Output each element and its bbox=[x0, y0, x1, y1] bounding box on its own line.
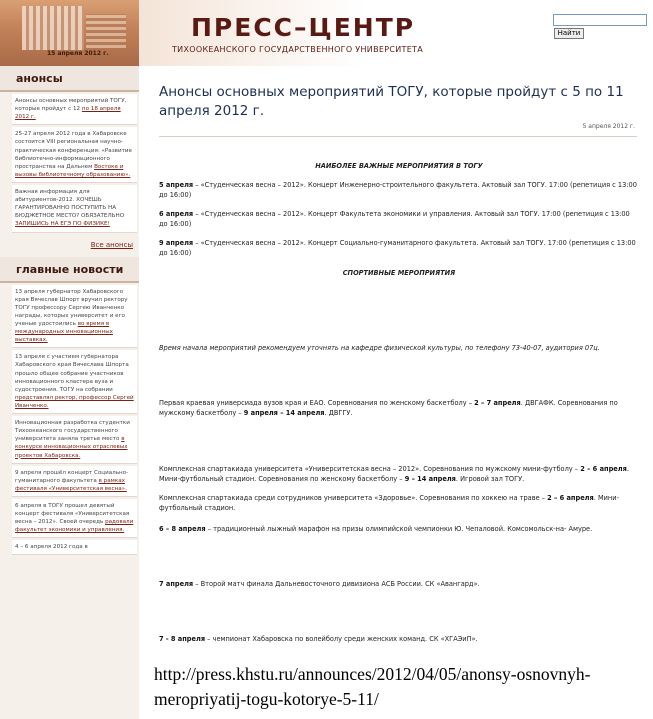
sport-text: . Игровой зал ТОГУ. bbox=[455, 475, 525, 483]
news-link[interactable]: представлял ректор, профессор Сергей Иванченко. bbox=[15, 394, 134, 409]
announce-item bbox=[12, 94, 137, 125]
sport-item bbox=[159, 579, 639, 589]
sport-text: – традиционный лыжный марафон на призы олимпийской чемпионки Ю. Чепаловой. Комсомольск-на- Амуре. bbox=[205, 525, 593, 533]
event-item bbox=[159, 209, 639, 229]
event-date: 9 апреля bbox=[159, 239, 194, 247]
news-link[interactable]: в конкурсе инновационных отраслевых проектов Хабаровска. bbox=[15, 436, 128, 459]
news-item bbox=[12, 540, 137, 555]
news-text: 4 – 6 апреля 2012 года в bbox=[15, 544, 88, 551]
announce-link[interactable]: по 18 апреля 2012 г. bbox=[15, 106, 121, 121]
announce-item bbox=[12, 127, 137, 183]
sport-date: 6 – 8 апреля bbox=[159, 525, 206, 533]
article-date: 5 апреля 2012 г. bbox=[582, 123, 635, 130]
header-date: 15 апреля 2012 г. bbox=[47, 50, 109, 57]
news-item bbox=[12, 466, 137, 497]
sport-item bbox=[159, 398, 639, 418]
news-text: 6 апреля в ТОГУ прошел девятый концерт фестиваля «Университетская весна – 2012». Своей очередь bbox=[15, 502, 130, 526]
site-title[interactable]: ПРЕСС–ЦЕНТР bbox=[191, 13, 416, 42]
sport-text: . Мини-футбольный стадион. Соревнования по женскому баскетболу – bbox=[159, 465, 629, 483]
search-input[interactable] bbox=[553, 14, 647, 26]
main-content bbox=[139, 66, 653, 719]
event-text: – «Студенческая весна – 2012». Концерт Факультета экономики и управления. Актовый зал ТОГУ. 17:00 (репетиция с 13:00 до 16:00) bbox=[159, 210, 630, 228]
sidebar bbox=[0, 66, 139, 719]
news-link[interactable]: в рамках фестиваля «Университетская весна». bbox=[15, 477, 127, 492]
building-image bbox=[22, 6, 84, 50]
sport-date: 9 апреля – 14 апреля bbox=[243, 409, 325, 417]
source-url-caption: http://press.khstu.ru/announces/2012/04/05/anonsy-osnovnyh-meropriyatij-togu-kotorye-5-11/ bbox=[139, 662, 653, 712]
sport-text: . ДВГГУ. bbox=[324, 409, 353, 417]
sport-text: Комплексная спартакиада среди сотрудников университета «Здоровье». Соревнования по хоккею на траве – bbox=[159, 494, 548, 502]
announce-item bbox=[12, 185, 137, 233]
divider bbox=[159, 136, 637, 137]
news-text: 13 апреля с участием губернатора Хабаровского края Вячеслава Шпорта прошло общее собрание участников инновационного кластера вуза и судостроения. ТОГУ на собрании bbox=[15, 354, 129, 393]
section-heading-sport: СПОРТИВНЫЕ МЕРОПРИЯТИЯ bbox=[342, 269, 456, 277]
news-item bbox=[12, 499, 137, 538]
news-text: 9 апреля прошёл концерт Социально-гуманитарного факультета bbox=[15, 469, 129, 484]
news-link[interactable]: радовали факультет экономики и управления. bbox=[15, 519, 134, 534]
announce-link[interactable]: ЗАПИШИСЬ НА ЕГЭ ПО ФИЗИКЕ! bbox=[15, 221, 110, 228]
sport-text: – чемпионат Хабаровска по волейболу среди женских команд. СК «ХГАЭиП». bbox=[205, 635, 478, 643]
sport-text: Первая краевая универсиада вузов края и ЕАО. Соревнования по женскому баскетболу – bbox=[159, 399, 475, 407]
all-announces-link[interactable]: Все анонсы bbox=[90, 240, 133, 249]
sport-date: 9 – 14 апреля bbox=[404, 475, 456, 483]
search-button[interactable]: Найти bbox=[554, 28, 584, 39]
news-text: Инновационная разработка студентки Тихоокеанского государственного университета заняла третье место bbox=[15, 420, 130, 443]
sport-date: 2 – 6 апреля bbox=[547, 494, 594, 502]
page-title: Анонсы основных мероприятий ТОГУ, которые пройдут с 5 по 11 апреля 2012 г. bbox=[159, 84, 624, 119]
event-date: 6 апреля bbox=[159, 210, 194, 218]
sport-date: 2 – 7 апреля bbox=[474, 399, 521, 407]
site-subtitle: ТИХООКЕАНСКОГО ГОСУДАРСТВЕННОГО УНИВЕРСИТЕТА bbox=[172, 45, 424, 54]
news-item bbox=[12, 416, 137, 464]
sport-item bbox=[159, 524, 639, 534]
event-item bbox=[159, 180, 639, 200]
section-heading-important: НАИБОЛЕЕ ВАЖНЫЕ МЕРОПРИЯТИЯ В ТОГУ bbox=[315, 162, 483, 170]
sport-text: . ДВГАФК. Соревнования по мужскому баскетболу – bbox=[159, 399, 618, 417]
sport-date: 2 – 6 апреля bbox=[580, 465, 627, 473]
sport-text: – Второй матч финала Дальневосточного дивизиона АСБ России. СК «Авангард». bbox=[193, 580, 480, 588]
announce-link[interactable]: Востоке и вызовы библиотечному образованию». bbox=[15, 163, 131, 178]
sport-date: 7 апреля bbox=[159, 580, 194, 588]
event-date: 5 апреля bbox=[159, 181, 194, 189]
sport-item bbox=[159, 464, 639, 484]
announce-text: Анонсы основных мероприятий ТОГУ, которые пройдут с 12 bbox=[15, 98, 127, 113]
sport-text: Комплексная спартакиада университета «Университетская весна – 2012». Соревнования по мужскому мини-футболу – bbox=[159, 465, 581, 473]
news-item bbox=[12, 350, 137, 414]
building-image-secondary bbox=[86, 14, 126, 48]
sport-text: . Мини-футбольный стадион. bbox=[159, 494, 619, 512]
announces-heading: анонсы bbox=[0, 66, 139, 92]
event-item bbox=[159, 238, 639, 258]
news-text: 13 апреля губернатор Хабаровского края Вячеслав Шпорт вручил ректору ТОГУ профессору Сергею Иванченко награды, которых университет и его ученые удостоились bbox=[15, 288, 128, 327]
news-heading: главные новости bbox=[0, 257, 139, 283]
announce-text: 25-27 апреля 2012 года в Хабаровске состоится VIII региональная научно-практическая конференция: «Развитие библиотечно-информационного пространства на Дальнем bbox=[15, 131, 132, 170]
news-item bbox=[12, 285, 137, 349]
news-link[interactable]: во время в международных инновационных выставках. bbox=[15, 320, 113, 344]
event-text: – «Студенческая весна – 2012». Концерт Социально-гуманитарного факультета. Актовый зал ТОГУ. 17:00 (репетиция с 13:00 до 16:00) bbox=[159, 239, 636, 257]
sport-item bbox=[159, 493, 639, 513]
announce-text: Важная информация для абитуриентов-2012. ХОЧЕШЬ ГАРАНТИРОВАННО ПОСТУПИТЬ НА БЮДЖЕТНОЕ МЕСТО? ОБЯЗАТЕЛЬНО bbox=[15, 188, 125, 220]
sport-note: Время начала мероприятий рекомендуем уточнять на кафедре физической культуры, по телефону 73-40-07, аудитория 07ц. bbox=[159, 344, 600, 352]
header-photo bbox=[0, 0, 139, 66]
sport-item bbox=[159, 634, 639, 644]
event-text: – «Студенческая весна – 2012». Концерт Инженерно-строительного факультета. Актовый зал ТОГУ. 17:00 (репетиция с 13:00 до 16:00) bbox=[159, 181, 637, 199]
sport-date: 7 - 8 апреля bbox=[159, 635, 206, 643]
page-header bbox=[0, 0, 653, 66]
